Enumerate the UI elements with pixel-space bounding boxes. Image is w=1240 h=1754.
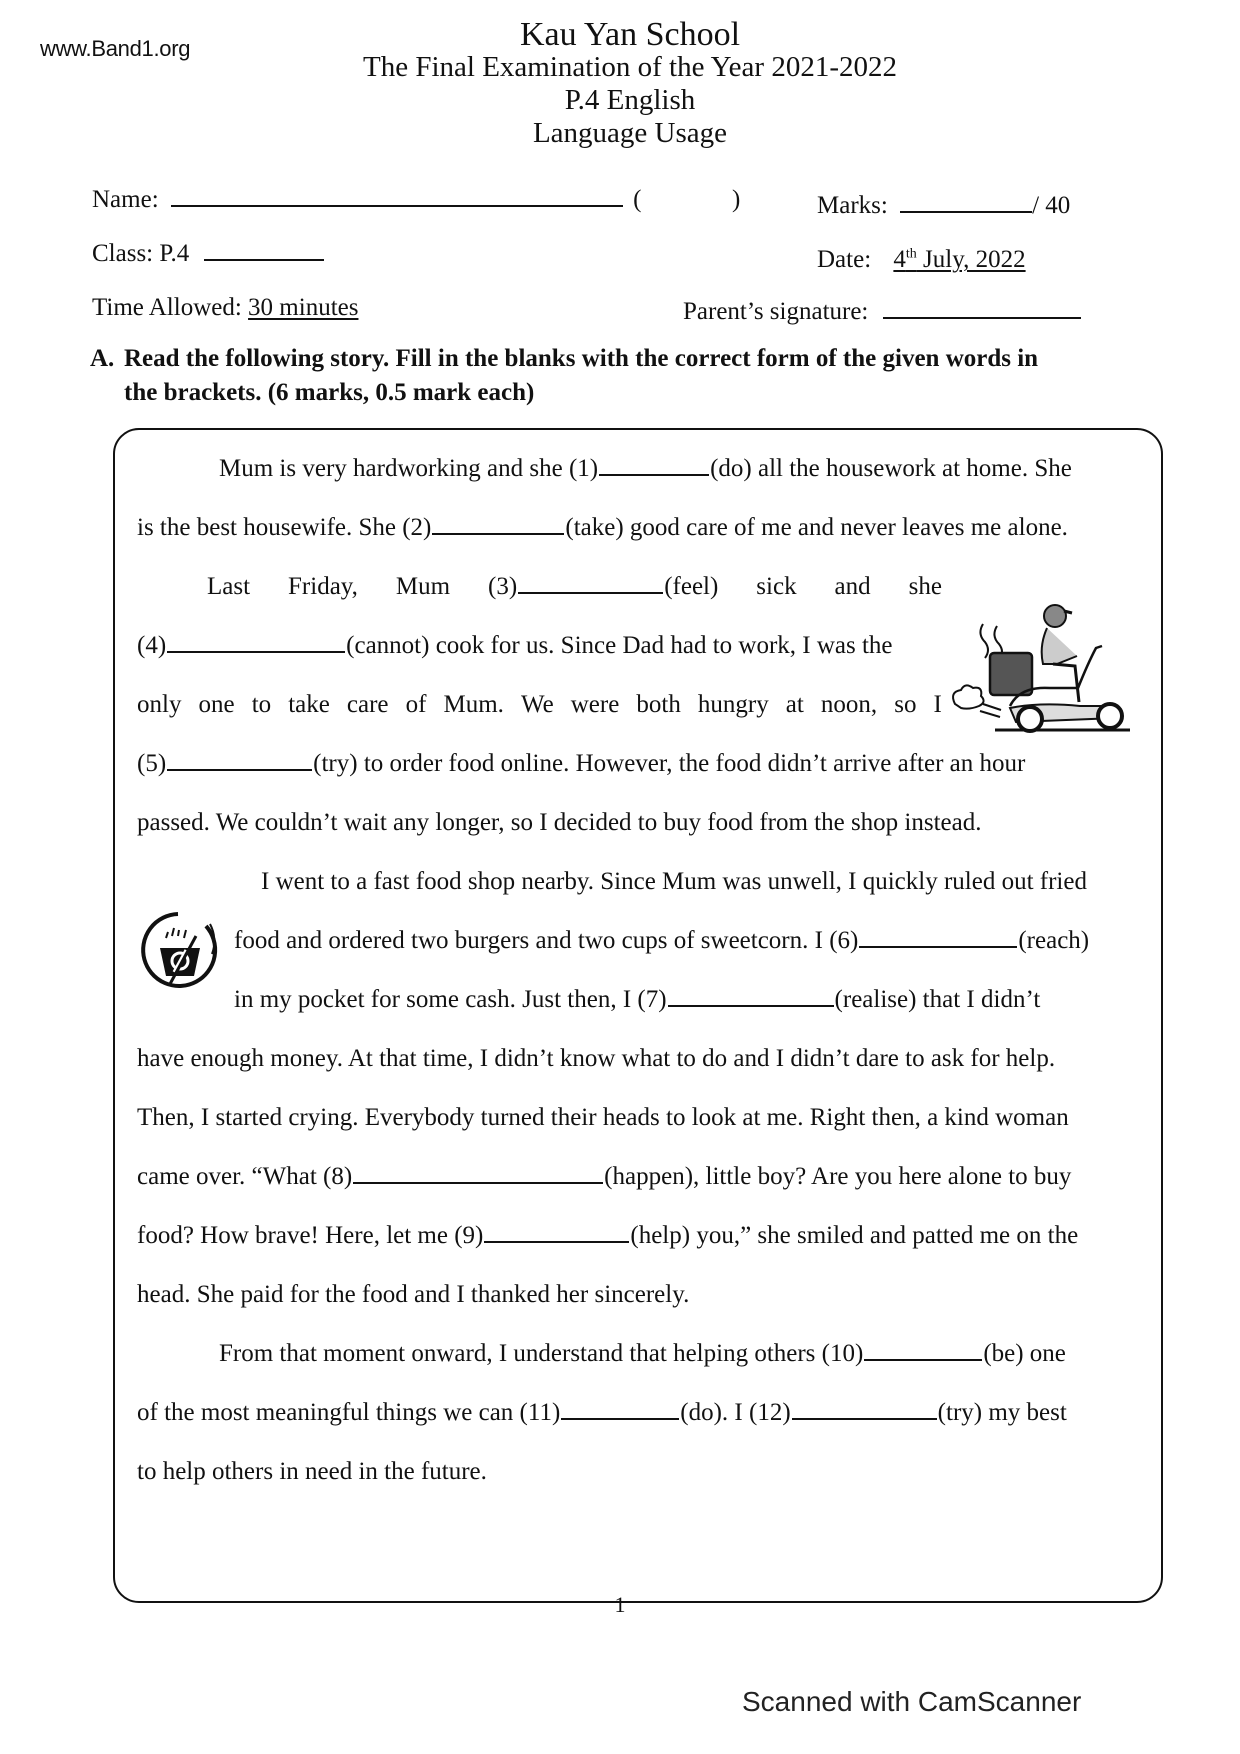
blank-10-input[interactable] xyxy=(864,1358,982,1361)
story-word: only xyxy=(137,691,182,718)
story-word: to xyxy=(251,691,272,718)
story-text-segment: food and ordered two burgers and two cups of sweetcorn. I (6) xyxy=(234,927,859,954)
instruction-line-2: the brackets. (6 marks, 0.5 mark each) xyxy=(124,379,535,406)
paper-title: Language Usage xyxy=(532,117,728,149)
blank-2-input[interactable] xyxy=(432,532,564,535)
story-word: (3) xyxy=(488,573,518,600)
story-text-segment: (4) xyxy=(137,632,167,659)
story-line-16 xyxy=(219,1340,1140,1380)
blank-4-input[interactable] xyxy=(167,650,345,653)
story-line-4 xyxy=(137,632,942,672)
story-text-segment: (help) you,” she smiled and patted me on the xyxy=(630,1222,1079,1249)
story-line-13 xyxy=(137,1163,1140,1203)
parent-signature-row xyxy=(683,298,1081,326)
blank-11-input[interactable] xyxy=(561,1417,679,1420)
story-text-segment: of the most meaningful things we can (11) xyxy=(137,1399,561,1426)
marks-input-line[interactable] xyxy=(900,210,1032,213)
story-text-segment: came over. “What (8) xyxy=(137,1163,353,1190)
story-text-segment: (reach) xyxy=(1018,927,1090,954)
story-line-9 xyxy=(234,927,1140,967)
story-word: both xyxy=(636,691,681,718)
story-text-segment: to help others in need in the future. xyxy=(137,1458,487,1485)
time-allowed-row xyxy=(92,294,358,322)
subject-title: P.4 English xyxy=(564,84,696,116)
story-text-segment: (do) all the housework at home. She xyxy=(710,455,1072,482)
story-line-17 xyxy=(137,1399,1140,1439)
date-month-year: July, 2022 xyxy=(916,246,1026,273)
class-input-line[interactable] xyxy=(204,258,324,261)
marks-total: / 40 xyxy=(1032,192,1071,219)
story-word: so xyxy=(894,691,917,718)
story-text-segment: food? How brave! Here, let me (9) xyxy=(137,1222,484,1249)
blank-1-input[interactable] xyxy=(599,473,709,476)
story-text-segment: Mum is very hardworking and she (1) xyxy=(219,455,599,482)
class-field-row xyxy=(92,240,324,268)
story-text-segment: I went to a fast food shop nearby. Since Mum was unwell, I quickly ruled out fried xyxy=(261,868,1087,895)
story-word: care xyxy=(346,691,389,718)
page-number: 1 xyxy=(614,1592,626,1617)
blank-9-input[interactable] xyxy=(484,1240,629,1243)
story-text-segment: passed. We couldn’t wait any longer, so I decided to buy food from the shop instead. xyxy=(137,809,982,836)
story-text-segment: in my pocket for some cash. Just then, I (7) xyxy=(234,986,667,1013)
marks-label: Marks: xyxy=(817,192,888,219)
marks-field-row xyxy=(817,192,1070,220)
story-text-segment: From that moment onward, I understand that helping others (10) xyxy=(219,1340,864,1367)
delivery-scooter-icon xyxy=(935,596,1145,736)
date-value xyxy=(893,246,1025,273)
story-word: and xyxy=(834,573,871,600)
camscanner-watermark: Scanned with CamScanner xyxy=(742,1686,1082,1717)
story-word: We xyxy=(520,691,554,718)
story-text-segment: (do). I (12) xyxy=(680,1399,791,1426)
date-suffix: th xyxy=(905,246,917,262)
section-a-instruction xyxy=(90,342,1170,410)
story-line-1 xyxy=(219,455,1140,495)
section-a-label: A. xyxy=(90,345,115,372)
story-line-3 xyxy=(207,573,942,613)
story-word: of xyxy=(405,691,427,718)
parent-signature-label: Parent’s signature: xyxy=(683,298,869,325)
blank-12-input[interactable] xyxy=(792,1417,937,1420)
name-field-row xyxy=(92,186,740,214)
story-line-10 xyxy=(234,986,1140,1026)
exam-header xyxy=(0,18,1240,150)
story-word: I xyxy=(933,691,942,718)
class-number-close-paren: ) xyxy=(731,186,741,213)
instruction-line-1: Read the following story. Fill in the blanks with the correct form of the given words in xyxy=(124,345,1039,372)
story-line-8 xyxy=(261,868,1140,908)
story-line-11 xyxy=(137,1045,1140,1085)
story-word: Mum. xyxy=(443,691,504,718)
story-text-segment: (take) good care of me and never leaves me alone. xyxy=(565,514,1068,541)
no-fried-food-icon xyxy=(140,908,220,998)
time-allowed-label: Time Allowed: xyxy=(92,294,242,321)
class-number-open-paren: ( xyxy=(633,186,642,213)
parent-signature-input-line[interactable] xyxy=(883,316,1081,319)
story-line-7 xyxy=(137,809,1140,849)
time-allowed-value: 30 minutes xyxy=(248,294,359,321)
story-text-segment: (5) xyxy=(137,750,167,777)
story-word: take xyxy=(288,691,330,718)
story-word: sick xyxy=(756,573,797,600)
story-text-segment: (realise) that I didn’t xyxy=(834,986,1041,1013)
story-text-segment: (be) one xyxy=(983,1340,1066,1367)
story-word: were xyxy=(570,691,620,718)
story-line-14 xyxy=(137,1222,1140,1262)
story-word: Last xyxy=(207,573,251,600)
date-row xyxy=(817,246,1026,274)
story-word: hungry xyxy=(697,691,769,718)
story-line-18 xyxy=(137,1458,1140,1498)
story-line-5 xyxy=(137,691,942,731)
story-word: one xyxy=(198,691,235,718)
story-text-segment: is the best housewife. She (2) xyxy=(137,514,432,541)
story-line-12 xyxy=(137,1104,1140,1144)
blank-6-input[interactable] xyxy=(859,945,1017,948)
website-watermark: www.Band1.org xyxy=(40,36,191,61)
story-text-segment: head. She paid for the food and I thanked her sincerely. xyxy=(137,1281,690,1308)
story-text-segment: have enough money. At that time, I didn’t know what to do and I didn’t dare to ask for help. xyxy=(137,1045,1056,1072)
story-text-segment: (try) to order food online. However, the food didn’t arrive after an hour xyxy=(313,750,1026,777)
class-label: Class: P.4 xyxy=(92,240,190,267)
story-word: Mum xyxy=(395,573,451,600)
story-text-segment: (happen), little boy? Are you here alone to buy xyxy=(604,1163,1072,1190)
story-word: noon, xyxy=(820,691,878,718)
blank-3-input[interactable] xyxy=(518,591,663,594)
school-name: Kau Yan School xyxy=(519,16,741,53)
story-text-segment: Then, I started crying. Everybody turned their heads to look at me. Right then, a kind woman xyxy=(137,1104,1069,1131)
date-day: 4 xyxy=(893,246,906,273)
story-line-15 xyxy=(137,1281,1140,1321)
date-label: Date: xyxy=(817,246,872,273)
story-word: (feel) xyxy=(664,573,719,600)
story-word: Friday, xyxy=(288,573,358,600)
story-text-segment: (try) my best xyxy=(937,1399,1067,1426)
exam-title: The Final Examination of the Year 2021-2022 xyxy=(363,51,897,83)
blank-7-input[interactable] xyxy=(668,1004,834,1007)
blank-8-input[interactable] xyxy=(353,1181,603,1184)
story-line-6 xyxy=(137,750,1140,790)
story-word: at xyxy=(785,691,804,718)
blank-5-input[interactable] xyxy=(167,768,312,771)
story-word: she xyxy=(908,573,942,600)
story-text-segment: (cannot) cook for us. Since Dad had to work, I was the xyxy=(346,632,893,659)
name-label: Name: xyxy=(92,186,159,213)
name-input-line[interactable] xyxy=(171,204,623,207)
story-line-2 xyxy=(137,514,1140,554)
